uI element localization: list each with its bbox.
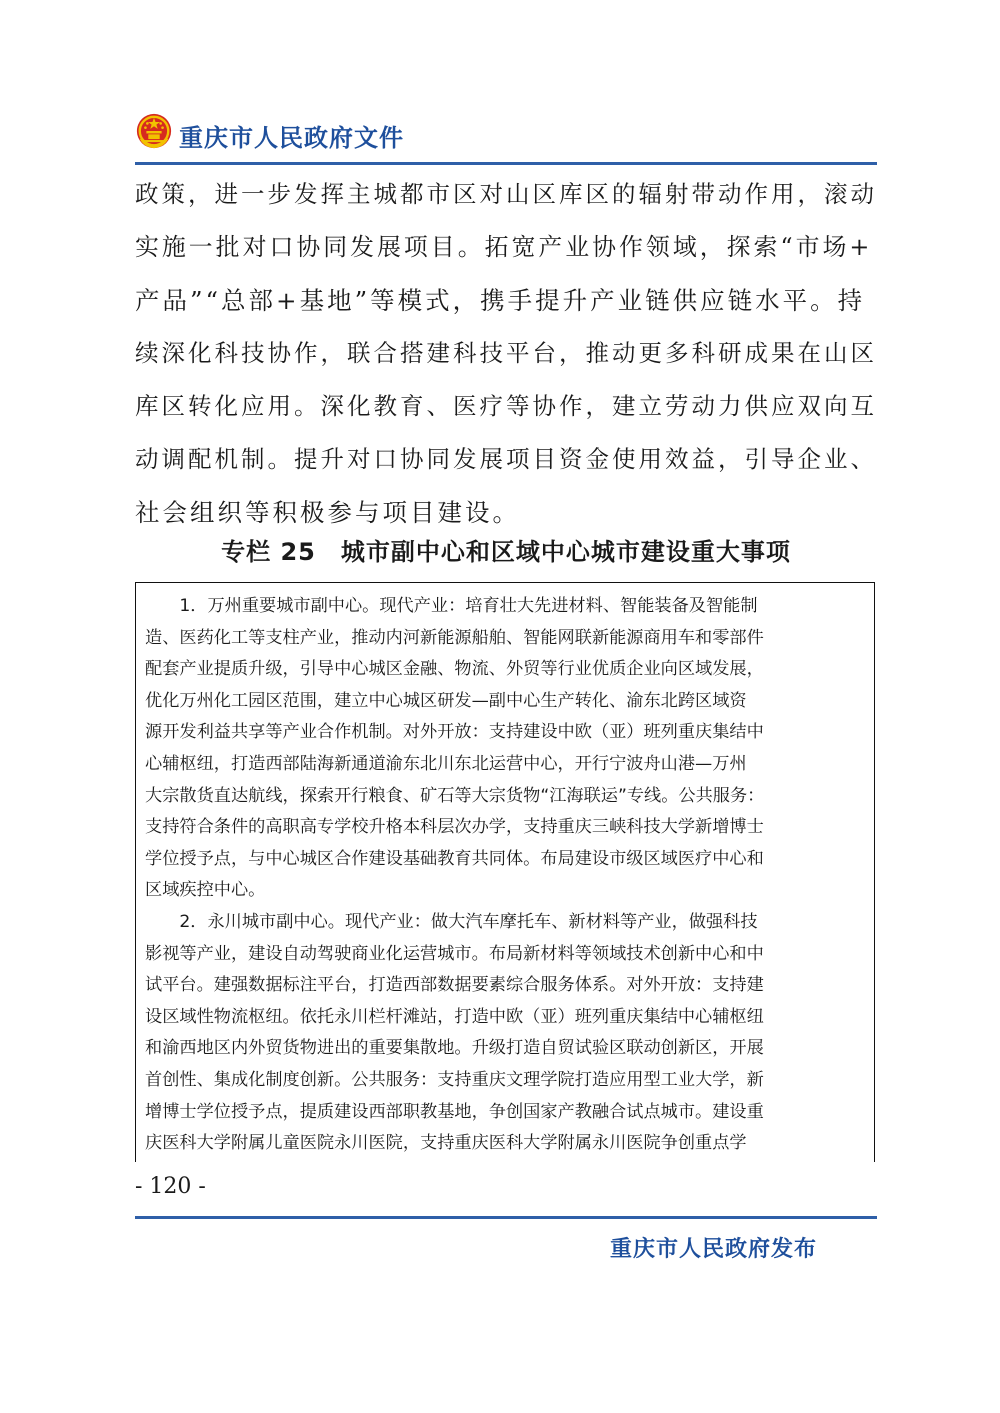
- document-header-title: 重庆市人民政府文件: [179, 124, 404, 152]
- panel-line: 优化万州化工园区范围，建立中心城区研发—副中心生产转化、渝东北跨区域资: [145, 690, 747, 711]
- body-line: 续深化科技协作，联合搭建科技平台，推动更多科研成果在山区: [135, 339, 877, 367]
- panel-line: 试平台。建强数据标注平台，打造西部数据要素综合服务体系。对外开放：支持建: [145, 975, 764, 996]
- panel-line: 源开发利益共享等产业合作机制。对外开放：支持建设中欧（亚）班列重庆集结中: [145, 722, 764, 743]
- panel-line: 心辅枢纽，打造西部陆海新通道渝东北川东北运营中心，开行宁波舟山港—万州: [145, 753, 747, 774]
- panel-line: 区域疾控中心。: [145, 880, 266, 901]
- body-line: 产品”“总部+基地”等模式，携手提升产业链供应链水平。持: [135, 286, 866, 315]
- panel-line: 设区域性物流枢纽。依托永川栏杆滩站，打造中欧（亚）班列重庆集结中心辅枢纽: [145, 1006, 764, 1027]
- panel-line: 造、医药化工等支柱产业，推动内河新能源船舶、智能网联新能源商用车和零部件: [145, 627, 764, 648]
- body-line: 动调配机制。提升对口协同发展项目资金使用效益，引导企业、: [135, 445, 877, 473]
- panel-line: 配套产业提质升级，引导中心城区金融、物流、外贸等行业优质企业向区域发展，: [145, 659, 764, 680]
- body-line: 社会组织等积极参与项目建设。: [135, 498, 520, 527]
- national-emblem-icon: [135, 112, 173, 150]
- panel-box: [135, 582, 875, 1162]
- panel-line: 增博士学位授予点，提质建设西部职教基地，争创国家产教融合试点城市。建设重: [145, 1101, 764, 1122]
- panel-line: 影视等产业，建设自动驾驶商业化运营城市。布局新材料等领域技术创新中心和中: [145, 943, 764, 964]
- page-number: - 120 -: [135, 1174, 206, 1199]
- panel-line: 和渝西地区内外贸货物进出的重要集散地。升级打造自贸试验区联动创新区，开展: [145, 1038, 764, 1059]
- panel-line: 支持符合条件的高职高专学校升格本科层次办学，支持重庆三峡科技大学新增博士: [145, 817, 764, 838]
- panel-line: 大宗散货直达航线，探索开行粮食、矿石等大宗货物“江海联运”专线。公共服务：: [145, 785, 765, 806]
- panel-line: 首创性、集成化制度创新。公共服务：支持重庆文理学院打造应用型工业大学，新: [145, 1069, 764, 1090]
- document-header: [135, 110, 877, 162]
- footer-divider: [135, 1216, 877, 1219]
- panel-line: 2．永川城市副中心。现代产业：做大汽车摩托车、新材料等产业，做强科技: [145, 911, 758, 932]
- panel-line: 1．万州重要城市副中心。现代产业：培育壮大先进材料、智能装备及智能制: [145, 596, 758, 616]
- body-paragraph: [135, 168, 877, 539]
- panel-title: 专栏 25 城市副中心和区域中心城市建设重大事项: [221, 538, 791, 566]
- panel-text: [145, 591, 869, 1160]
- header-divider: [135, 162, 877, 165]
- body-line: 政策，进一步发挥主城都市区对山区库区的辐射带动作用，滚动: [135, 180, 877, 208]
- footer-publisher: 重庆市人民政府发布: [609, 1237, 817, 1262]
- panel-line: 学位授予点，与中心城区合作建设基础教育共同体。布局建设市级区域医疗中心和: [145, 848, 764, 869]
- body-line: 实施一批对口协同发展项目。拓宽产业协作领域，探索“市场+: [135, 233, 873, 261]
- body-line: 库区转化应用。深化教育、医疗等协作，建立劳动力供应双向互: [135, 392, 877, 420]
- panel-line: 庆医科大学附属儿童医院永川医院，支持重庆医科大学附属永川医院争创重点学: [145, 1133, 747, 1154]
